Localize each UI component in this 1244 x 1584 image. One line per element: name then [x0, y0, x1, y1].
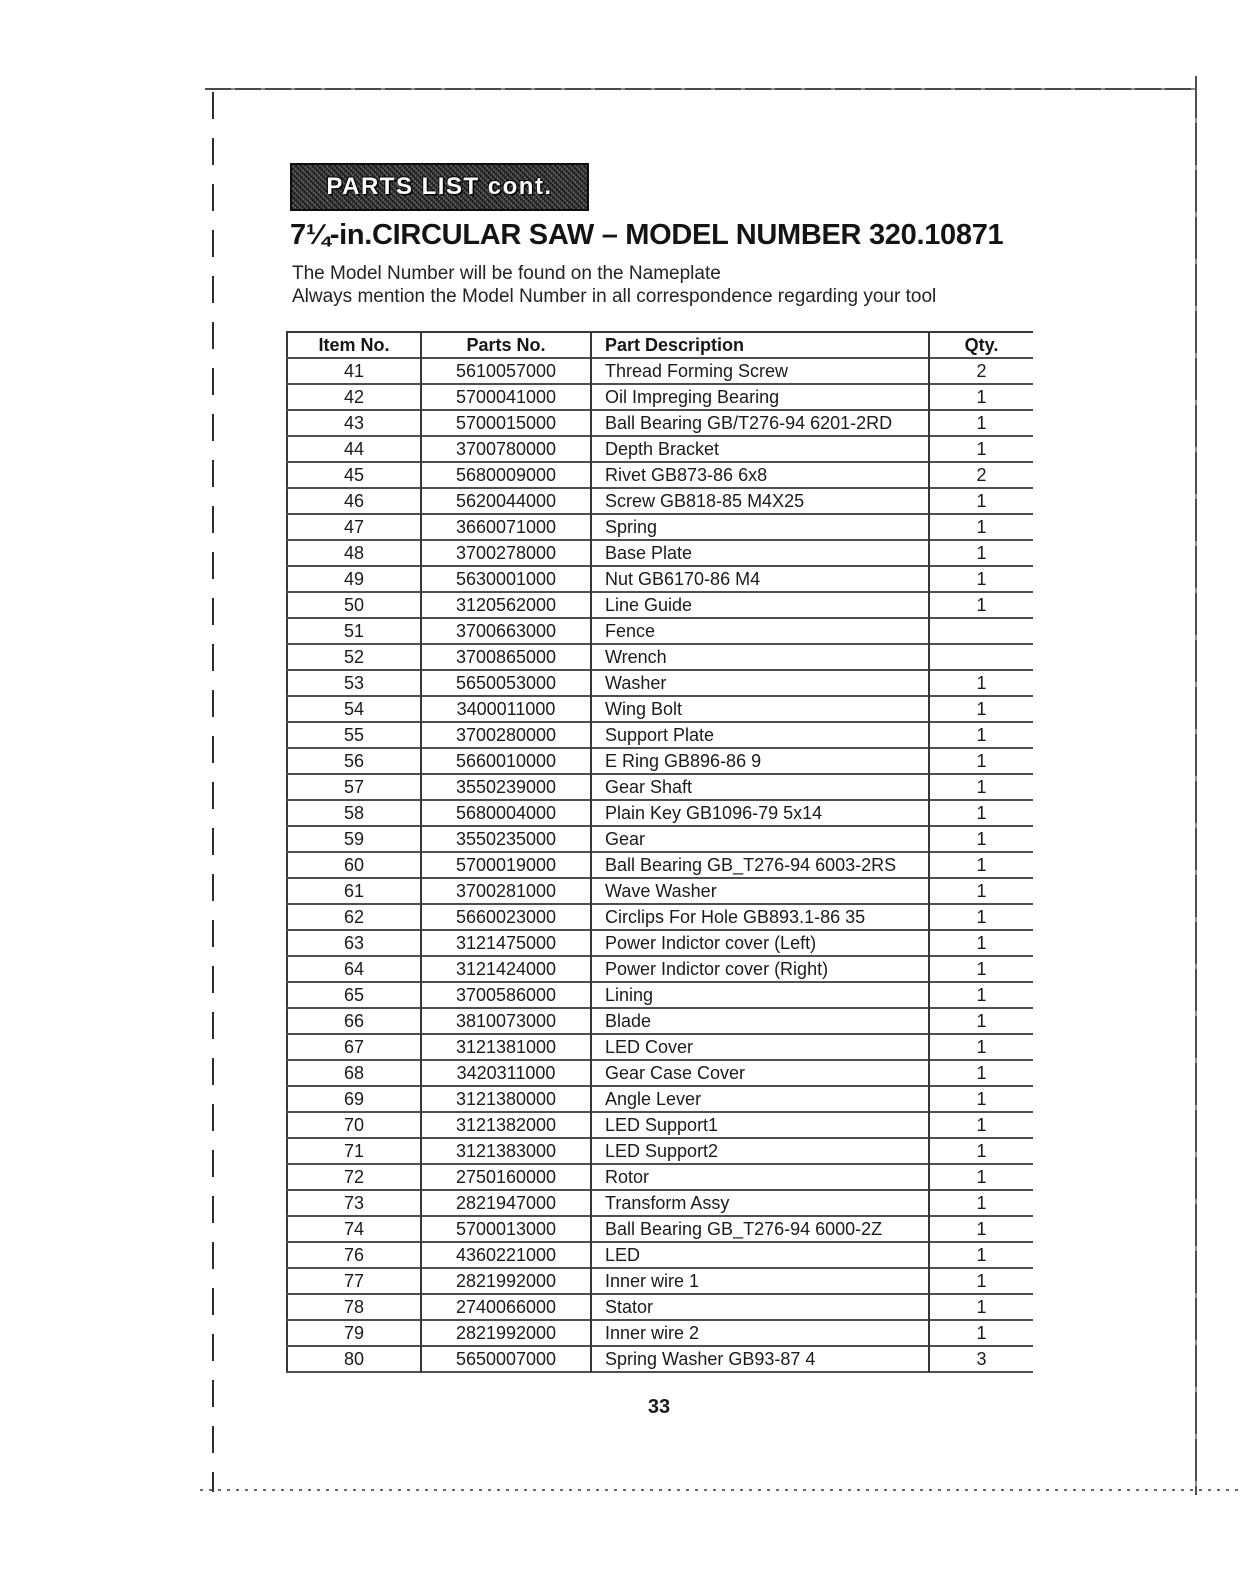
cell-qty: 1	[929, 410, 1033, 436]
parts-table-container	[286, 331, 1032, 1373]
cell-qty: 1	[929, 1268, 1033, 1294]
cell-part-description: Inner wire 1	[591, 1268, 929, 1294]
cell-qty: 1	[929, 1034, 1033, 1060]
cell-parts-no: 2821992000	[421, 1320, 591, 1346]
cell-item-no: 62	[287, 904, 421, 930]
cell-part-description: Ball Bearing GB_T276-94 6000-2Z	[591, 1216, 929, 1242]
table-row	[287, 462, 1033, 488]
cell-part-description: Support Plate	[591, 722, 929, 748]
cell-part-description: Blade	[591, 1008, 929, 1034]
cell-parts-no: 5680004000	[421, 800, 591, 826]
cell-part-description: Power Indictor cover (Left)	[591, 930, 929, 956]
cell-part-description: Ball Bearing GB/T276-94 6201-2RD	[591, 410, 929, 436]
cell-part-description: LED Support2	[591, 1138, 929, 1164]
cell-item-no: 53	[287, 670, 421, 696]
cell-qty: 1	[929, 1086, 1033, 1112]
page-border-top	[205, 88, 1197, 90]
cell-qty: 1	[929, 1242, 1033, 1268]
cell-parts-no: 3810073000	[421, 1008, 591, 1034]
cell-item-no: 78	[287, 1294, 421, 1320]
cell-item-no: 65	[287, 982, 421, 1008]
subtitle-nameplate-note: The Model Number will be found on the Nameplate	[292, 263, 721, 284]
cell-part-description: Screw GB818-85 M4X25	[591, 488, 929, 514]
cell-part-description: Wing Bolt	[591, 696, 929, 722]
cell-parts-no: 3700586000	[421, 982, 591, 1008]
cell-parts-no: 3121381000	[421, 1034, 591, 1060]
cell-qty: 1	[929, 904, 1033, 930]
cell-item-no: 48	[287, 540, 421, 566]
cell-qty: 1	[929, 800, 1033, 826]
cell-part-description: Gear Case Cover	[591, 1060, 929, 1086]
page-border-bottom-dotted	[200, 1489, 1244, 1491]
table-row	[287, 592, 1033, 618]
cell-item-no: 45	[287, 462, 421, 488]
cell-part-description: Circlips For Hole GB893.1-86 35	[591, 904, 929, 930]
cell-item-no: 69	[287, 1086, 421, 1112]
cell-item-no: 76	[287, 1242, 421, 1268]
table-row	[287, 1242, 1033, 1268]
cell-parts-no: 5680009000	[421, 462, 591, 488]
cell-part-description: Washer	[591, 670, 929, 696]
cell-parts-no: 3121382000	[421, 1112, 591, 1138]
cell-part-description: Angle Lever	[591, 1086, 929, 1112]
cell-item-no: 52	[287, 644, 421, 670]
cell-part-description: Fence	[591, 618, 929, 644]
column-header-parts-no: Parts No.	[421, 332, 591, 358]
parts-list-section-badge	[290, 163, 589, 211]
cell-qty: 1	[929, 696, 1033, 722]
cell-parts-no: 5610057000	[421, 358, 591, 384]
cell-part-description: Depth Bracket	[591, 436, 929, 462]
cell-part-description: Gear	[591, 826, 929, 852]
cell-item-no: 49	[287, 566, 421, 592]
cell-qty: 1	[929, 1294, 1033, 1320]
cell-part-description: Spring	[591, 514, 929, 540]
cell-part-description: Wave Washer	[591, 878, 929, 904]
cell-qty: 1	[929, 1138, 1033, 1164]
cell-item-no: 54	[287, 696, 421, 722]
table-row	[287, 1034, 1033, 1060]
cell-item-no: 59	[287, 826, 421, 852]
table-row	[287, 696, 1033, 722]
cell-part-description: Power Indictor cover (Right)	[591, 956, 929, 982]
cell-item-no: 64	[287, 956, 421, 982]
cell-parts-no: 5660010000	[421, 748, 591, 774]
cell-qty: 1	[929, 826, 1033, 852]
cell-item-no: 73	[287, 1190, 421, 1216]
table-row	[287, 1060, 1033, 1086]
cell-parts-no: 2750160000	[421, 1164, 591, 1190]
page-number: 33	[647, 1396, 671, 1418]
cell-qty: 1	[929, 878, 1033, 904]
cell-parts-no: 3120562000	[421, 592, 591, 618]
table-row	[287, 774, 1033, 800]
cell-parts-no: 4360221000	[421, 1242, 591, 1268]
cell-qty: 1	[929, 1060, 1033, 1086]
cell-item-no: 77	[287, 1268, 421, 1294]
cell-item-no: 41	[287, 358, 421, 384]
cell-item-no: 50	[287, 592, 421, 618]
cell-item-no: 47	[287, 514, 421, 540]
cell-part-description: Plain Key GB1096-79 5x14	[591, 800, 929, 826]
table-row	[287, 722, 1033, 748]
table-row	[287, 644, 1033, 670]
table-row	[287, 1216, 1033, 1242]
cell-parts-no: 2740066000	[421, 1294, 591, 1320]
table-row	[287, 410, 1033, 436]
cell-item-no: 60	[287, 852, 421, 878]
cell-qty	[929, 618, 1033, 644]
cell-item-no: 80	[287, 1346, 421, 1372]
cell-qty: 1	[929, 1190, 1033, 1216]
cell-parts-no: 5650007000	[421, 1346, 591, 1372]
cell-parts-no: 3420311000	[421, 1060, 591, 1086]
cell-parts-no: 3121424000	[421, 956, 591, 982]
table-row	[287, 800, 1033, 826]
cell-qty: 1	[929, 1112, 1033, 1138]
cell-qty: 1	[929, 488, 1033, 514]
cell-item-no: 56	[287, 748, 421, 774]
cell-qty: 1	[929, 592, 1033, 618]
cell-parts-no: 5630001000	[421, 566, 591, 592]
table-row	[287, 384, 1033, 410]
cell-part-description: Ball Bearing GB_T276-94 6003-2RS	[591, 852, 929, 878]
cell-part-description: LED	[591, 1242, 929, 1268]
cell-item-no: 72	[287, 1164, 421, 1190]
cell-qty: 1	[929, 384, 1033, 410]
cell-qty: 1	[929, 1320, 1033, 1346]
cell-item-no: 55	[287, 722, 421, 748]
cell-part-description: Stator	[591, 1294, 929, 1320]
cell-parts-no: 2821992000	[421, 1268, 591, 1294]
cell-parts-no: 3400011000	[421, 696, 591, 722]
cell-item-no: 68	[287, 1060, 421, 1086]
cell-item-no: 61	[287, 878, 421, 904]
cell-parts-no: 5620044000	[421, 488, 591, 514]
table-row	[287, 1346, 1033, 1372]
cell-part-description: Transform Assy	[591, 1190, 929, 1216]
cell-qty: 1	[929, 982, 1033, 1008]
cell-qty: 2	[929, 462, 1033, 488]
cell-qty: 1	[929, 748, 1033, 774]
table-row	[287, 852, 1033, 878]
table-row	[287, 748, 1033, 774]
subtitle-correspondence-note: Always mention the Model Number in all correspondence regarding your tool	[292, 286, 937, 307]
cell-part-description: Inner wire 2	[591, 1320, 929, 1346]
cell-parts-no: 2821947000	[421, 1190, 591, 1216]
table-row	[287, 1320, 1033, 1346]
cell-item-no: 74	[287, 1216, 421, 1242]
cell-parts-no: 3700281000	[421, 878, 591, 904]
table-row	[287, 1268, 1033, 1294]
cell-item-no: 42	[287, 384, 421, 410]
cell-qty: 1	[929, 956, 1033, 982]
page-border-right	[1195, 76, 1197, 1495]
cell-item-no: 44	[287, 436, 421, 462]
cell-item-no: 79	[287, 1320, 421, 1346]
cell-qty: 3	[929, 1346, 1033, 1372]
cell-item-no: 71	[287, 1138, 421, 1164]
cell-part-description: Line Guide	[591, 592, 929, 618]
table-row	[287, 826, 1033, 852]
table-row	[287, 878, 1033, 904]
cell-qty: 2	[929, 358, 1033, 384]
cell-parts-no: 3700865000	[421, 644, 591, 670]
cell-qty: 1	[929, 774, 1033, 800]
cell-parts-no: 5660023000	[421, 904, 591, 930]
cell-parts-no: 3121475000	[421, 930, 591, 956]
cell-qty: 1	[929, 436, 1033, 462]
cell-item-no: 67	[287, 1034, 421, 1060]
cell-part-description: Spring Washer GB93-87 4	[591, 1346, 929, 1372]
table-row	[287, 1008, 1033, 1034]
cell-part-description: Oil Impreging Bearing	[591, 384, 929, 410]
cell-part-description: Nut GB6170-86 M4	[591, 566, 929, 592]
cell-qty: 1	[929, 670, 1033, 696]
cell-parts-no: 5700019000	[421, 852, 591, 878]
cell-part-description: LED Cover	[591, 1034, 929, 1060]
cell-parts-no: 3121383000	[421, 1138, 591, 1164]
table-row	[287, 982, 1033, 1008]
cell-qty: 1	[929, 722, 1033, 748]
cell-parts-no: 5700041000	[421, 384, 591, 410]
table-row	[287, 358, 1033, 384]
cell-part-description: Thread Forming Screw	[591, 358, 929, 384]
cell-item-no: 63	[287, 930, 421, 956]
table-row	[287, 670, 1033, 696]
cell-part-description: Rivet GB873-86 6x8	[591, 462, 929, 488]
table-row	[287, 956, 1033, 982]
cell-item-no: 43	[287, 410, 421, 436]
cell-qty: 1	[929, 1216, 1033, 1242]
cell-item-no: 66	[287, 1008, 421, 1034]
cell-qty: 1	[929, 566, 1033, 592]
column-header-qty: Qty.	[929, 332, 1033, 358]
table-row	[287, 1294, 1033, 1320]
table-row	[287, 618, 1033, 644]
cell-parts-no: 3700780000	[421, 436, 591, 462]
cell-qty: 1	[929, 852, 1033, 878]
cell-parts-no: 3121380000	[421, 1086, 591, 1112]
cell-qty: 1	[929, 1164, 1033, 1190]
cell-qty: 1	[929, 930, 1033, 956]
column-header-item-no: Item No.	[287, 332, 421, 358]
cell-parts-no: 3700280000	[421, 722, 591, 748]
cell-qty: 1	[929, 540, 1033, 566]
table-row	[287, 566, 1033, 592]
cell-qty	[929, 644, 1033, 670]
table-row	[287, 540, 1033, 566]
table-row	[287, 904, 1033, 930]
cell-item-no: 46	[287, 488, 421, 514]
table-header-row	[287, 332, 1033, 358]
parts-list-badge-label: PARTS LIST cont.	[326, 173, 553, 200]
cell-part-description: LED Support1	[591, 1112, 929, 1138]
cell-parts-no: 5650053000	[421, 670, 591, 696]
cell-part-description: Rotor	[591, 1164, 929, 1190]
cell-item-no: 57	[287, 774, 421, 800]
cell-item-no: 51	[287, 618, 421, 644]
cell-item-no: 58	[287, 800, 421, 826]
cell-parts-no: 3550235000	[421, 826, 591, 852]
cell-parts-no: 3660071000	[421, 514, 591, 540]
cell-parts-no: 3700663000	[421, 618, 591, 644]
parts-table-body	[287, 358, 1033, 1372]
table-row	[287, 1190, 1033, 1216]
cell-part-description: E Ring GB896-86 9	[591, 748, 929, 774]
cell-qty: 1	[929, 1008, 1033, 1034]
cell-parts-no: 5700013000	[421, 1216, 591, 1242]
cell-parts-no: 3700278000	[421, 540, 591, 566]
table-row	[287, 488, 1033, 514]
table-row	[287, 1164, 1033, 1190]
cell-part-description: Lining	[591, 982, 929, 1008]
cell-parts-no: 5700015000	[421, 410, 591, 436]
table-row	[287, 1138, 1033, 1164]
page-border-left-dashed	[212, 92, 214, 1492]
table-row	[287, 1112, 1033, 1138]
column-header-part-description: Part Description	[591, 332, 929, 358]
cell-item-no: 70	[287, 1112, 421, 1138]
cell-part-description: Wrench	[591, 644, 929, 670]
cell-part-description: Base Plate	[591, 540, 929, 566]
table-row	[287, 930, 1033, 956]
table-row	[287, 436, 1033, 462]
table-row	[287, 514, 1033, 540]
cell-part-description: Gear Shaft	[591, 774, 929, 800]
cell-qty: 1	[929, 514, 1033, 540]
parts-table	[286, 331, 1033, 1373]
page-title: 7¼-in.CIRCULAR SAW – MODEL NUMBER 320.10871	[290, 219, 1004, 251]
table-row	[287, 1086, 1033, 1112]
cell-parts-no: 3550239000	[421, 774, 591, 800]
